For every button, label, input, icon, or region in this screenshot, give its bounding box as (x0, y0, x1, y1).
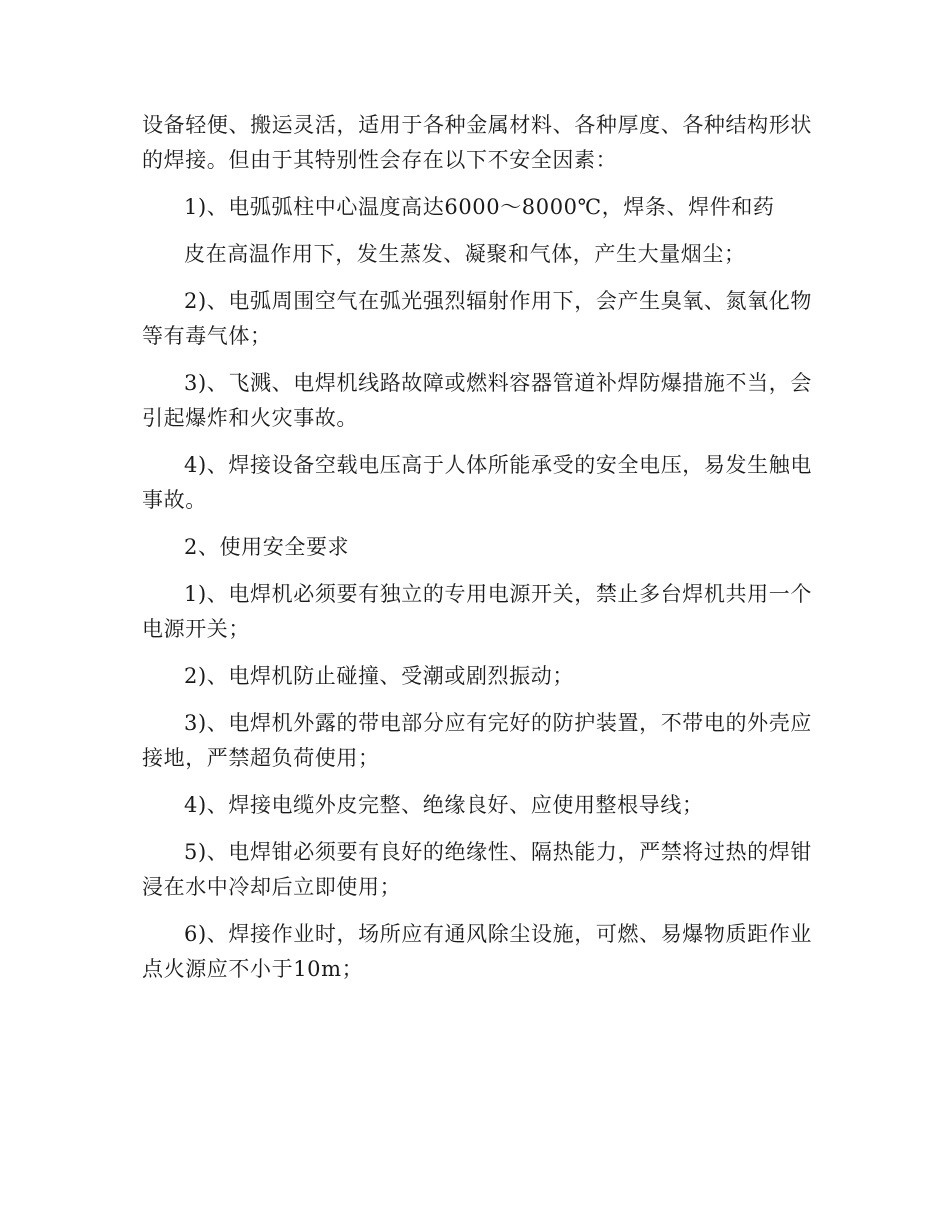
paragraph-intro: 设备轻便、搬运灵活，适用于各种金属材料、各种厚度、各种结构形状的焊接。但由于其特别性会存在以下不安全因素： (142, 113, 812, 172)
paragraph-hazard-2: 2)、电弧周围空气在弧光强烈辐射作用下，会产生臭氧、氮氧化物等有毒气体； (142, 289, 812, 348)
paragraph-rule-3: 3)、电焊机外露的带电部分应有完好的防护装置，不带电的外壳应接地，严禁超负荷使用； (142, 711, 812, 770)
paragraph-hazard-3: 3)、飞溅、电焊机线路故障或燃料容器管道补焊防爆措施不当，会引起爆炸和火灾事故。 (142, 371, 812, 430)
paragraph-rule-2: 2)、电焊机防止碰撞、受潮或剧烈振动； (184, 664, 574, 688)
paragraph-rule-1: 1)、电焊机必须要有独立的专用电源开关，禁止多台焊机共用一个电源开关； (142, 582, 812, 641)
paragraph-hazard-1: 1)、电弧弧柱中心温度高达6000～8000℃，焊条、焊件和药 (184, 195, 775, 219)
paragraph-hazard-1-cont: 皮在高温作用下，发生蒸发、凝聚和气体，产生大量烟尘； (184, 242, 746, 266)
paragraph-hazard-4: 4)、焊接设备空载电压高于人体所能承受的安全电压，易发生触电事故。 (142, 453, 812, 512)
section-heading-safety: 2、使用安全要求 (184, 535, 350, 559)
paragraph-rule-6: 6)、焊接作业时，场所应有通风除尘设施，可燃、易爆物质距作业点火源应不小于10m； (142, 922, 812, 981)
document-body (142, 108, 812, 999)
paragraph-rule-5: 5)、电焊钳必须要有良好的绝缘性、隔热能力，严禁将过热的焊钳浸在水中冷却后立即使用； (142, 840, 812, 899)
paragraph-rule-4: 4)、焊接电缆外皮完整、绝缘良好、应使用整根导线； (184, 793, 704, 817)
